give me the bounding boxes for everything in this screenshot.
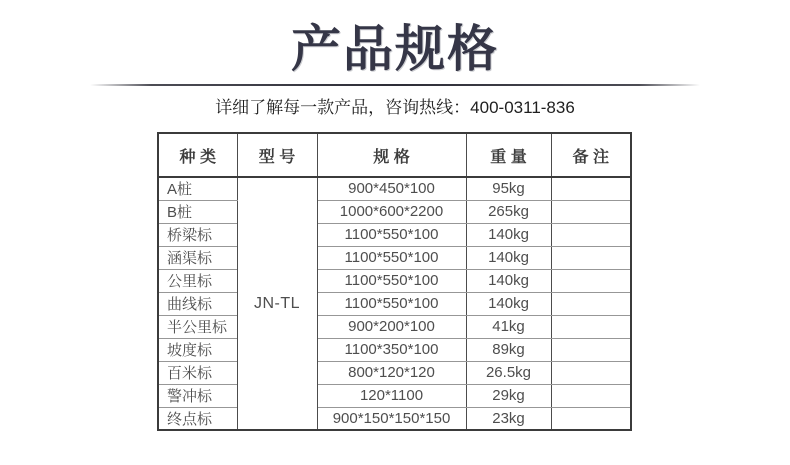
col-header-type: 种 类 bbox=[158, 133, 237, 177]
cell-note bbox=[551, 384, 631, 407]
cell-note bbox=[551, 338, 631, 361]
cell-note bbox=[551, 407, 631, 430]
cell-weight: 23kg bbox=[466, 407, 551, 430]
table-row bbox=[158, 177, 631, 200]
table-row bbox=[158, 200, 631, 223]
cell-note bbox=[551, 200, 631, 223]
cell-note bbox=[551, 177, 631, 200]
cell-note bbox=[551, 223, 631, 246]
cell-spec: 900*150*150*150 bbox=[317, 407, 466, 430]
cell-note bbox=[551, 292, 631, 315]
cell-type: 警冲标 bbox=[158, 384, 237, 407]
cell-note bbox=[551, 246, 631, 269]
table-row bbox=[158, 269, 631, 292]
cell-type: 终点标 bbox=[158, 407, 237, 430]
table-row bbox=[158, 315, 631, 338]
cell-weight: 140kg bbox=[466, 246, 551, 269]
page-title: 产品规格 bbox=[291, 21, 499, 77]
cell-weight: 41kg bbox=[466, 315, 551, 338]
cell-type: 桥梁标 bbox=[158, 223, 237, 246]
cell-spec: 1100*550*100 bbox=[317, 269, 466, 292]
cell-spec: 120*1100 bbox=[317, 384, 466, 407]
table-row bbox=[158, 246, 631, 269]
cell-spec: 800*120*120 bbox=[317, 361, 466, 384]
spec-table bbox=[157, 132, 632, 431]
table-row bbox=[158, 223, 631, 246]
cell-type: 涵渠标 bbox=[158, 246, 237, 269]
table-row bbox=[158, 361, 631, 384]
table-row bbox=[158, 407, 631, 430]
cell-type: 曲线标 bbox=[158, 292, 237, 315]
cell-spec: 1000*600*2200 bbox=[317, 200, 466, 223]
col-header-note: 备 注 bbox=[551, 133, 631, 177]
cell-spec: 1100*550*100 bbox=[317, 246, 466, 269]
cell-note bbox=[551, 269, 631, 292]
cell-spec: 900*450*100 bbox=[317, 177, 466, 200]
cell-spec: 900*200*100 bbox=[317, 315, 466, 338]
model-cell: JN-TL bbox=[237, 177, 317, 430]
spec-table-body bbox=[158, 177, 631, 430]
cell-type: 公里标 bbox=[158, 269, 237, 292]
col-header-spec: 规 格 bbox=[317, 133, 466, 177]
title-divider bbox=[90, 84, 700, 86]
cell-weight: 95kg bbox=[466, 177, 551, 200]
cell-type: B桩 bbox=[158, 200, 237, 223]
cell-type: 百米标 bbox=[158, 361, 237, 384]
cell-weight: 29kg bbox=[466, 384, 551, 407]
col-header-weight: 重 量 bbox=[466, 133, 551, 177]
cell-weight: 265kg bbox=[466, 200, 551, 223]
cell-spec: 1100*550*100 bbox=[317, 223, 466, 246]
cell-weight: 140kg bbox=[466, 292, 551, 315]
col-header-model: 型 号 bbox=[237, 133, 317, 177]
cell-weight: 140kg bbox=[466, 223, 551, 246]
cell-note bbox=[551, 361, 631, 384]
cell-weight: 89kg bbox=[466, 338, 551, 361]
table-row bbox=[158, 338, 631, 361]
table-row bbox=[158, 292, 631, 315]
cell-type: A桩 bbox=[158, 177, 237, 200]
cell-spec: 1100*550*100 bbox=[317, 292, 466, 315]
subtitle-hotline: 详细了解每一款产品，咨询热线：400-0311-836 bbox=[215, 98, 575, 117]
table-header-row bbox=[158, 133, 631, 177]
cell-spec: 1100*350*100 bbox=[317, 338, 466, 361]
cell-type: 坡度标 bbox=[158, 338, 237, 361]
cell-note bbox=[551, 315, 631, 338]
cell-type: 半公里标 bbox=[158, 315, 237, 338]
cell-weight: 140kg bbox=[466, 269, 551, 292]
cell-weight: 26.5kg bbox=[466, 361, 551, 384]
table-row bbox=[158, 384, 631, 407]
